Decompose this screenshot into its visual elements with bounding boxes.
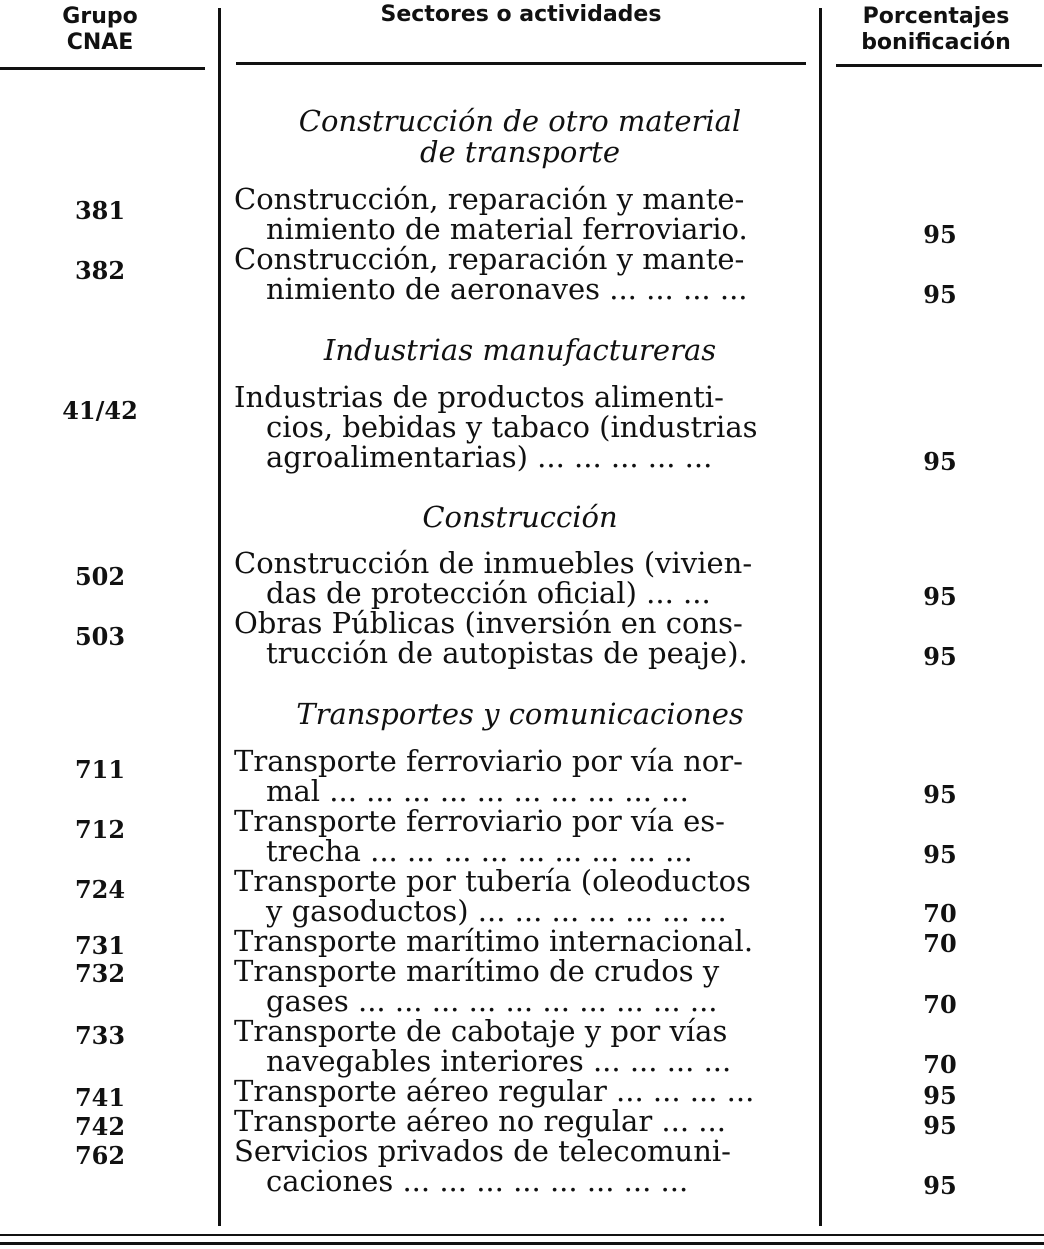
sector-description — [234, 1106, 808, 1136]
group-code: 762 — [74, 1141, 126, 1170]
group-code: 742 — [74, 1112, 126, 1141]
description-line: Industrias de productos alimenti- — [234, 380, 724, 414]
header-rule-left — [0, 67, 205, 70]
description-line: mal ... ... ... ... ... ... ... ... ... ... — [266, 774, 689, 808]
description-line: nimiento de aeronaves ... ... ... ... — [266, 272, 748, 306]
description-line: y gasoductos) ... ... ... ... ... ... ... — [266, 894, 727, 928]
bonus-percentage: 70 — [923, 899, 957, 928]
header-group-cnae — [30, 4, 170, 56]
header-rule-middle — [236, 62, 806, 65]
sector-description — [234, 382, 808, 472]
bonus-percentage: 95 — [923, 1081, 957, 1110]
description-line: Servicios privados de telecomuni- — [234, 1134, 731, 1168]
bonus-percentage: 70 — [923, 929, 957, 958]
description-line: trucción de autopistas de peaje). — [266, 636, 748, 670]
description-line: navegables interiores ... ... ... ... — [266, 1044, 732, 1078]
group-code: 502 — [74, 562, 126, 591]
section-title: Transportes y comunicaciones — [296, 697, 744, 731]
sector-description — [234, 244, 808, 304]
description-line: Transporte de cabotaje y por vías — [234, 1014, 728, 1048]
sector-description — [234, 1136, 808, 1196]
bonus-percentage: 95 — [923, 840, 957, 869]
bottom-rule-bottom — [0, 1242, 1044, 1245]
description-line: caciones ... ... ... ... ... ... ... ... — [266, 1164, 689, 1198]
bonus-percentage: 95 — [923, 582, 957, 611]
sector-description — [234, 926, 808, 956]
column-divider-left — [218, 8, 221, 1226]
bonus-percentage: 95 — [923, 447, 957, 476]
bonus-percentage: 95 — [923, 1111, 957, 1140]
sector-description — [234, 746, 808, 806]
bonus-percentage: 95 — [923, 642, 957, 671]
header-group-line-1: Grupo — [62, 4, 138, 29]
description-line: agroalimentarias) ... ... ... ... ... — [266, 440, 713, 474]
description-line: Transporte ferroviario por vía nor- — [234, 744, 743, 778]
header-percent — [836, 4, 1036, 56]
group-code: 712 — [74, 815, 126, 844]
group-code: 382 — [74, 256, 126, 285]
description-line: Transporte aéreo regular ... ... ... ... — [234, 1074, 755, 1108]
sector-description — [234, 1016, 808, 1076]
bonus-percentage: 95 — [923, 280, 957, 309]
description-line: Construcción de inmuebles (vivien- — [234, 546, 753, 580]
group-code: 732 — [74, 959, 126, 988]
group-code: 724 — [74, 875, 126, 904]
section-title: Construcción — [422, 500, 618, 534]
description-line: Transporte aéreo no regular ... ... — [234, 1104, 726, 1138]
description-line: Transporte por tubería (oleoductos — [234, 864, 751, 898]
group-code: 733 — [74, 1021, 126, 1050]
description-line: Construcción, reparación y mante- — [234, 242, 745, 276]
group-code: 381 — [74, 196, 126, 225]
description-line: cios, bebidas y tabaco (industrias — [266, 410, 758, 444]
description-line: nimiento de material ferroviario. — [266, 212, 748, 246]
bonus-percentage: 70 — [923, 1050, 957, 1079]
bonus-percentage: 95 — [923, 1171, 957, 1200]
column-divider-right — [819, 8, 822, 1226]
description-line: das de protección oficial) ... ... — [266, 576, 711, 610]
header-percent-line-2: bonificación — [861, 30, 1011, 55]
description-line: trecha ... ... ... ... ... ... ... ... ... — [266, 834, 693, 868]
description-line: Construcción, reparación y mante- — [234, 182, 745, 216]
header-group-line-2: CNAE — [66, 30, 134, 55]
group-code: 503 — [74, 622, 126, 651]
description-line: Transporte ferroviario por vía es- — [234, 804, 725, 838]
bonus-percentage: 95 — [923, 780, 957, 809]
group-code: 731 — [74, 931, 126, 960]
header-rule-right — [836, 64, 1042, 67]
description-line: Transporte marítimo internacional. — [234, 924, 754, 958]
description-line: Transporte marítimo de crudos y — [234, 954, 720, 988]
group-code: 711 — [74, 755, 126, 784]
section-title: Industrias manufactureras — [323, 333, 717, 367]
section-title-line: de transporte — [419, 135, 620, 169]
description-line: Obras Públicas (inversión en cons- — [234, 606, 743, 640]
header-sectors: Sectores o actividades — [380, 2, 662, 27]
group-code: 741 — [74, 1083, 126, 1112]
bottom-rule-top — [0, 1234, 1044, 1236]
sector-description — [234, 608, 808, 668]
sector-description — [234, 956, 808, 1016]
bonus-percentage: 95 — [923, 220, 957, 249]
group-code: 41/42 — [62, 396, 138, 425]
sector-description — [234, 184, 808, 244]
header-percent-line-1: Porcentajes — [862, 4, 1010, 29]
bonus-percentage: 70 — [923, 990, 957, 1019]
section-title — [250, 106, 790, 168]
sector-description — [234, 1076, 808, 1106]
description-line: gases ... ... ... ... ... ... ... ... ... ... — [266, 984, 718, 1018]
sector-description — [234, 548, 808, 608]
section-title-line: Construcción de otro material — [298, 104, 742, 138]
sector-description — [234, 806, 808, 866]
sector-description — [234, 866, 808, 926]
